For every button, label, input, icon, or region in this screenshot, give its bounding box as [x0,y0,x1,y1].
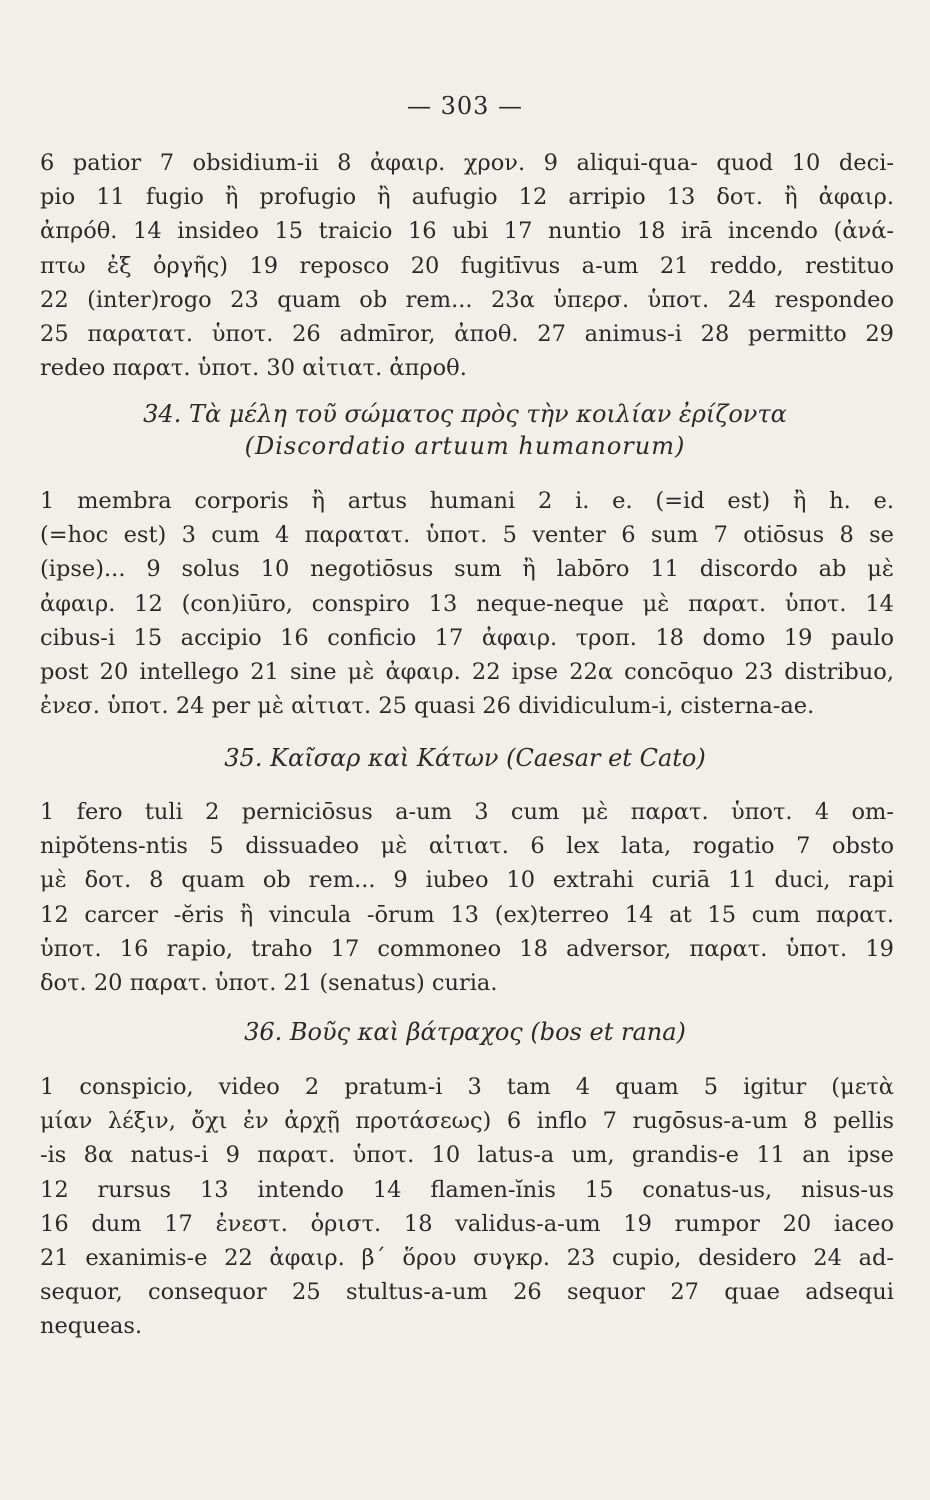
text-line: 1 fero tuli 2 perniciōsus a-um 3 cum μὲ παρατ. ὑποτ. 4 om- [40,799,894,825]
section-35-vocabulary [40,795,894,1000]
text-line: ἀπρόθ. 14 insideo 15 traicio 16 ubi 17 nuntio 18 irā incendo (ἀνά- [40,218,894,245]
text-line: 16 dum 17 ἐνεστ. ὁριστ. 18 validus-a-um 19 rumpor 20 iaceo [40,1210,894,1237]
text-line: redeo παρατ. ὑποτ. 30 αἰτιατ. ἀπροθ. [40,355,467,382]
section-34-subheading: (Discordatio artuum humanorum) [244,432,686,460]
section-34-vocabulary [40,484,894,723]
text-line: ἀφαιρ. 12 (con)iūro, conspiro 13 neque-neque μὲ παρατ. ὑποτ. 14 [40,590,894,617]
text-line: nipŏtens-ntis 5 dissuadeo μὲ αἰτιατ. 6 lex lata, rogatio 7 obsto [40,833,894,860]
section-36-heading: 36. Βοῦς καὶ βάτραχος (bos et rana) [244,1018,686,1046]
text-line: post 20 intellego 21 sine μὲ ἀφαιρ. 22 ipse 22α concōquo 23 distribuo, [40,659,894,686]
text-line: 12 rursus 13 intendo 14 flamen-ĭnis 15 conatus-us, nisus-us [40,1176,894,1203]
text-line: pio 11 fugio ἢ profugio ἢ aufugio 12 arripio 13 δοτ. ἢ ἀφαιρ. [40,184,894,211]
text-line: πτω ἐξ ὀργῆς) 19 reposco 20 fugitīvus a-um 21 reddo, restituo [40,252,894,279]
section-33-vocabulary [40,146,894,385]
text-line: cibus-i 15 accipio 16 conficio 17 ἀφαιρ. τροπ. 18 domo 19 paulo [40,624,894,651]
text-line: ὑποτ. 16 rapio, traho 17 commoneo 18 adversor, παρατ. ὑποτ. 19 [40,935,894,962]
text-line: (=hoc est) 3 cum 4 παρατατ. ὑποτ. 5 venter 6 sum 7 otiōsus 8 se [40,522,894,549]
text-line: ἐνεσ. ὑποτ. 24 per μὲ αἰτιατ. 25 quasi 26 dividiculum-i, cisterna-ae. [40,693,815,720]
text-line: -is 8α natus-i 9 παρατ. ὑποτ. 10 latus-a um, grandis-e 11 an ipse [40,1142,894,1169]
text-line: 22 (inter)rogo 23 quam ob rem... 23α ὑπερσ. ὑποτ. 24 respondeo [40,286,894,313]
text-line: 25 παρατατ. ὑποτ. 26 admīror, ἀποθ. 27 animus-i 28 permitto 29 [40,321,894,348]
text-line: sequor, consequor 25 stultus-a-um 26 sequor 27 quae adsequi [40,1279,894,1306]
section-36-vocabulary [40,1070,894,1344]
text-line: 21 exanimis-e 22 ἀφαιρ. β΄ ὅρου συγκρ. 23 cupio, desidero 24 ad- [40,1245,894,1272]
text-line: (ipse)... 9 solus 10 negotiōsus sum ἢ labōro 11 discordo ab μὲ [40,556,894,583]
text-line: 1 membra corporis ἢ artus humani 2 i. e. (=id est) ἢ h. e. [40,488,894,514]
page-number: — 303 — [406,92,524,120]
text-line: μὲ δοτ. 8 quam ob rem... 9 iubeo 10 extrahi curiā 11 duci, rapi [40,867,894,894]
text-line: μίαν λέξιν, ὄχι ἐν ἀρχῇ προτάσεως) 6 inflo 7 rugōsus-a-um 8 pellis [40,1108,894,1135]
text-line: 12 carcer -ĕris ἢ vincula -ōrum 13 (ex)terreo 14 at 15 cum παρατ. [40,901,894,928]
section-34-heading: 34. Τὰ μέλη τοῦ σώματος πρὸς τὴν κοιλίαν ἐρίζοντα [143,400,787,428]
text-line: 1 conspicio, video 2 pratum-i 3 tam 4 quam 5 igitur (μετὰ [40,1074,894,1100]
section-35-heading: 35. Καῖσαρ καὶ Κάτων (Caesar et Cato) [224,744,706,772]
text-line: δοτ. 20 παρατ. ὑποτ. 21 (senatus) curia. [40,970,498,997]
text-line: 6 patior 7 obsidium-ii 8 ἀφαιρ. χρον. 9 aliqui-qua- quod 10 deci- [40,150,894,176]
text-line: nequeas. [40,1313,143,1340]
